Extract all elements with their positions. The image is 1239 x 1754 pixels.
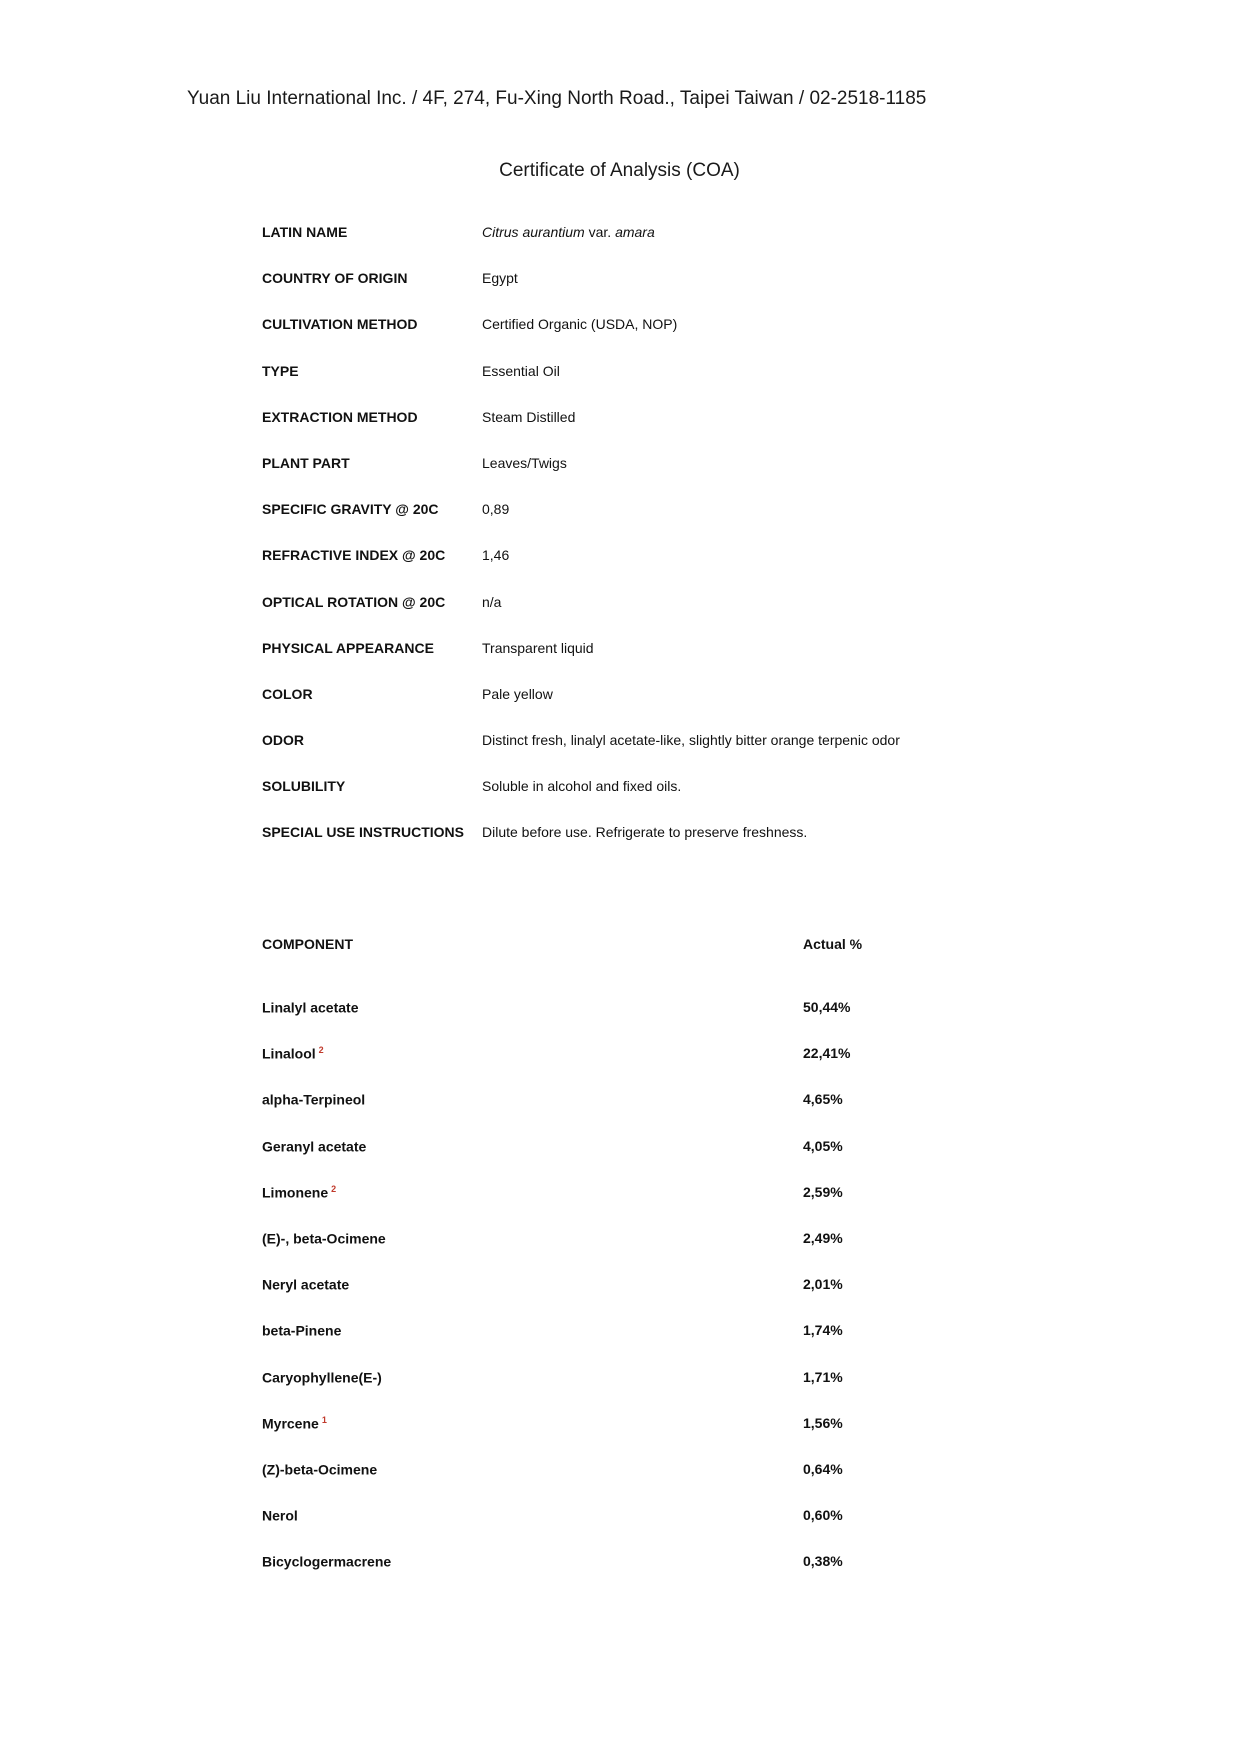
spec-value: 1,46 xyxy=(482,547,510,564)
spec-value: Pale yellow xyxy=(482,685,553,702)
component-row xyxy=(262,999,962,1045)
component-row xyxy=(262,1553,962,1599)
component-row xyxy=(262,1230,962,1276)
spec-label: SPECIFIC GRAVITY @ 20C xyxy=(262,501,439,518)
spec-label: TYPE xyxy=(262,362,299,379)
spec-row-solubility xyxy=(262,778,1022,824)
specification-table xyxy=(262,224,1022,871)
spec-label: SOLUBILITY xyxy=(262,778,346,795)
spec-label: OPTICAL ROTATION @ 20C xyxy=(262,593,446,610)
component-row xyxy=(262,1276,962,1322)
component-percent: 2,59% xyxy=(803,1183,843,1200)
component-percent: 0,60% xyxy=(803,1507,843,1524)
spec-label: COUNTRY OF ORIGIN xyxy=(262,270,408,287)
spec-value: Transparent liquid xyxy=(482,639,594,656)
component-percent: 50,44% xyxy=(803,999,851,1015)
footnote-marker: 2 xyxy=(318,1045,324,1056)
component-percent: 1,56% xyxy=(803,1414,843,1431)
spec-value: Certified Organic (USDA, NOP) xyxy=(482,316,678,333)
component-row xyxy=(262,1138,962,1184)
latin-variety: amara xyxy=(615,224,655,240)
component-percent: 2,01% xyxy=(803,1276,843,1293)
footnote-marker: 2 xyxy=(331,1183,337,1194)
component-percent: 22,41% xyxy=(803,1045,851,1062)
component-percent: 1,74% xyxy=(803,1322,843,1339)
spec-label: PLANT PART xyxy=(262,454,350,471)
spec-row-odor xyxy=(262,732,1022,778)
spec-label: CULTIVATION METHOD xyxy=(262,316,418,333)
spec-value: Essential Oil xyxy=(482,362,560,379)
spec-row-specific-gravity xyxy=(262,501,1022,547)
spec-value-latin xyxy=(482,224,655,240)
spec-row-extraction-method xyxy=(262,409,1022,455)
spec-label: ODOR xyxy=(262,732,304,749)
spec-label: SPECIAL USE INSTRUCTIONS xyxy=(262,824,464,841)
component-percent: 0,64% xyxy=(803,1460,843,1477)
latin-mid: var. xyxy=(584,224,616,240)
spec-row-country-of-origin xyxy=(262,270,1022,316)
actual-percent-column-header: Actual % xyxy=(803,936,863,952)
component-row xyxy=(262,1091,962,1137)
spec-row-special-use-instructions xyxy=(262,824,1022,870)
spec-label: LATIN NAME xyxy=(262,224,348,240)
component-table-header xyxy=(262,936,962,956)
component-name: Caryophyllene(E-) xyxy=(262,1369,382,1386)
component-row xyxy=(262,1507,962,1553)
component-name: Geranyl acetate xyxy=(262,1138,367,1155)
spec-label: REFRACTIVE INDEX @ 20C xyxy=(262,547,446,564)
spec-row-cultivation-method xyxy=(262,316,1022,362)
spec-row-type xyxy=(262,363,1022,409)
spec-label: EXTRACTION METHOD xyxy=(262,408,418,425)
spec-row-physical-appearance xyxy=(262,640,1022,686)
component-name: Neryl acetate xyxy=(262,1276,350,1293)
component-name: Bicyclogermacrene xyxy=(262,1553,392,1570)
component-name: Linalyl acetate xyxy=(262,999,359,1016)
component-name: Linalool $^2$ xyxy=(262,1045,324,1062)
component-name: (E)-, beta-Ocimene xyxy=(262,1230,386,1247)
spec-value: Egypt xyxy=(482,270,518,287)
spec-value: Steam Distilled xyxy=(482,408,576,425)
spec-value: Dilute before use. Refrigerate to preserve freshness. xyxy=(482,824,808,841)
footnote-marker: 1 xyxy=(321,1414,327,1425)
company-header: Yuan Liu International Inc. / 4F, 274, Fu-Xing North Road., Taipei Taiwan / 02-2518-1185 xyxy=(187,88,927,109)
component-table xyxy=(262,999,962,1599)
spec-value: 0,89 xyxy=(482,501,510,518)
component-name: beta-Pinene xyxy=(262,1322,342,1339)
component-name: alpha-Terpineol xyxy=(262,1092,366,1109)
component-name: Myrcene $^1$ xyxy=(262,1414,327,1432)
spec-label: COLOR xyxy=(262,685,313,702)
spec-value: Soluble in alcohol and fixed oils. xyxy=(482,778,682,795)
component-name: (Z)-beta-Ocimene xyxy=(262,1461,378,1478)
spec-row-plant-part xyxy=(262,455,1022,501)
component-column-header: COMPONENT xyxy=(262,936,353,952)
component-name: Limonene $^2$ xyxy=(262,1183,337,1201)
component-name: Nerol xyxy=(262,1507,298,1524)
document-title: Certificate of Analysis (COA) xyxy=(499,160,740,181)
component-row xyxy=(262,1369,962,1415)
spec-value: n/a xyxy=(482,593,502,610)
spec-value: Distinct fresh, linalyl acetate-like, slightly bitter orange terpenic odor xyxy=(482,732,900,749)
spec-row-optical-rotation xyxy=(262,594,1022,640)
component-percent: 0,38% xyxy=(803,1553,843,1570)
spec-label: PHYSICAL APPEARANCE xyxy=(262,639,434,656)
spec-row-color xyxy=(262,686,1022,732)
component-row xyxy=(262,1461,962,1507)
component-row xyxy=(262,1322,962,1368)
latin-genus: Citrus aurantium xyxy=(482,224,585,240)
component-row xyxy=(262,1184,962,1230)
component-percent: 2,49% xyxy=(803,1229,843,1246)
component-percent: 4,65% xyxy=(803,1091,843,1108)
component-percent: 4,05% xyxy=(803,1137,843,1154)
component-percent: 1,71% xyxy=(803,1368,843,1385)
spec-value: Leaves/Twigs xyxy=(482,454,567,471)
spec-row-refractive-index xyxy=(262,547,1022,593)
spec-row-latin-name xyxy=(262,224,1022,270)
component-row xyxy=(262,1415,962,1461)
component-row xyxy=(262,1045,962,1091)
